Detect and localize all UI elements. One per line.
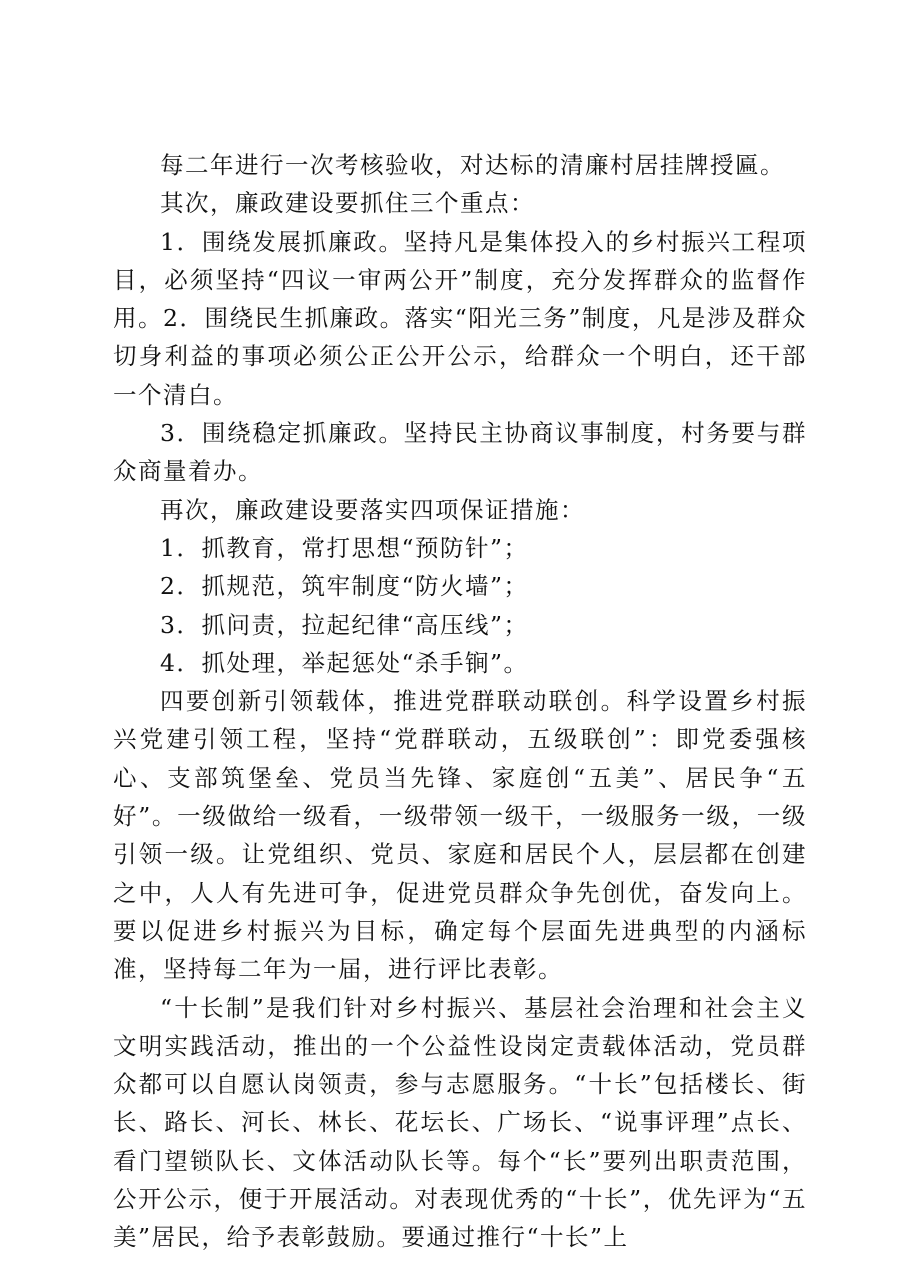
paragraph-three-priorities-intro: 其次，廉政建设要抓住三个重点：	[160, 189, 535, 218]
paragraph-priority-3: 3．围绕稳定抓廉政。坚持民主协商议事制度，村务要与群众商量着办。	[113, 419, 807, 486]
paragraph-priorities-1-2: 1．围绕发展抓廉政。坚持凡是集体投入的乡村振兴工程项目，必须坚持“四议一审两公开”制度，充分发挥群众的监督作用。2．围绕民生抓廉政。落实“阳光三务”制度，凡是涉及群众切身利益的事项必须公正公开公示，给群众一个明白，还干部一个清白。	[113, 227, 807, 409]
document-body	[113, 146, 807, 1257]
paragraph-ten-chiefs-system: “十长制”是我们针对乡村振兴、基层社会治理和社会主义文明实践活动，推出的一个公益性设岗定责载体活动，党员群众都可以自愿认岗领责，参与志愿服务。“十长”包括楼长、街长、路长、河长、林长、花坛长、广场长、“说事评理”点长、看门望锁队长、文体活动队长等。每个“长”要列出职责范围，公开公示，便于开展活动。对表现优秀的“十长”，优先评为“五美”居民，给予表彰鼓励。要通过推行“十长”上	[113, 993, 807, 1252]
paragraph-assessment: 每二年进行一次考核验收，对达标的清廉村居挂牌授匾。	[160, 151, 785, 179]
paragraph-four-measures-intro: 再次，廉政建设要落实四项保证措施：	[160, 495, 585, 524]
list-item-measure-4: 4．抓处理，举起惩处“杀手锏”。	[160, 648, 529, 677]
list-item-measure-2: 2．抓规范，筑牢制度“防火墙”；	[160, 572, 529, 601]
list-item-measure-3: 3．抓问责，拉起纪律“高压线”；	[160, 610, 529, 639]
list-item-measure-1: 1．抓教育，常打思想“预防针”；	[160, 533, 529, 562]
paragraph-party-mass-linkage: 四要创新引领载体，推进党群联动联创。科学设置乡村振兴党建引领工程，坚持“党群联动，五级联创”：即党委强核心、支部筑堡垒、党员当先锋、家庭创“五美”、居民争“五好”。一级做给一级看，一级带领一级干，一级服务一级，一级引领一级。让党组织、党员、家庭和居民个人，层层都在创建之中，人人有先进可争，促进党员群众争先创优，奋发向上。要以促进乡村振兴为目标，确定每个层面先进典型的内涵标准，坚持每二年为一届，进行评比表彰。	[113, 687, 807, 984]
